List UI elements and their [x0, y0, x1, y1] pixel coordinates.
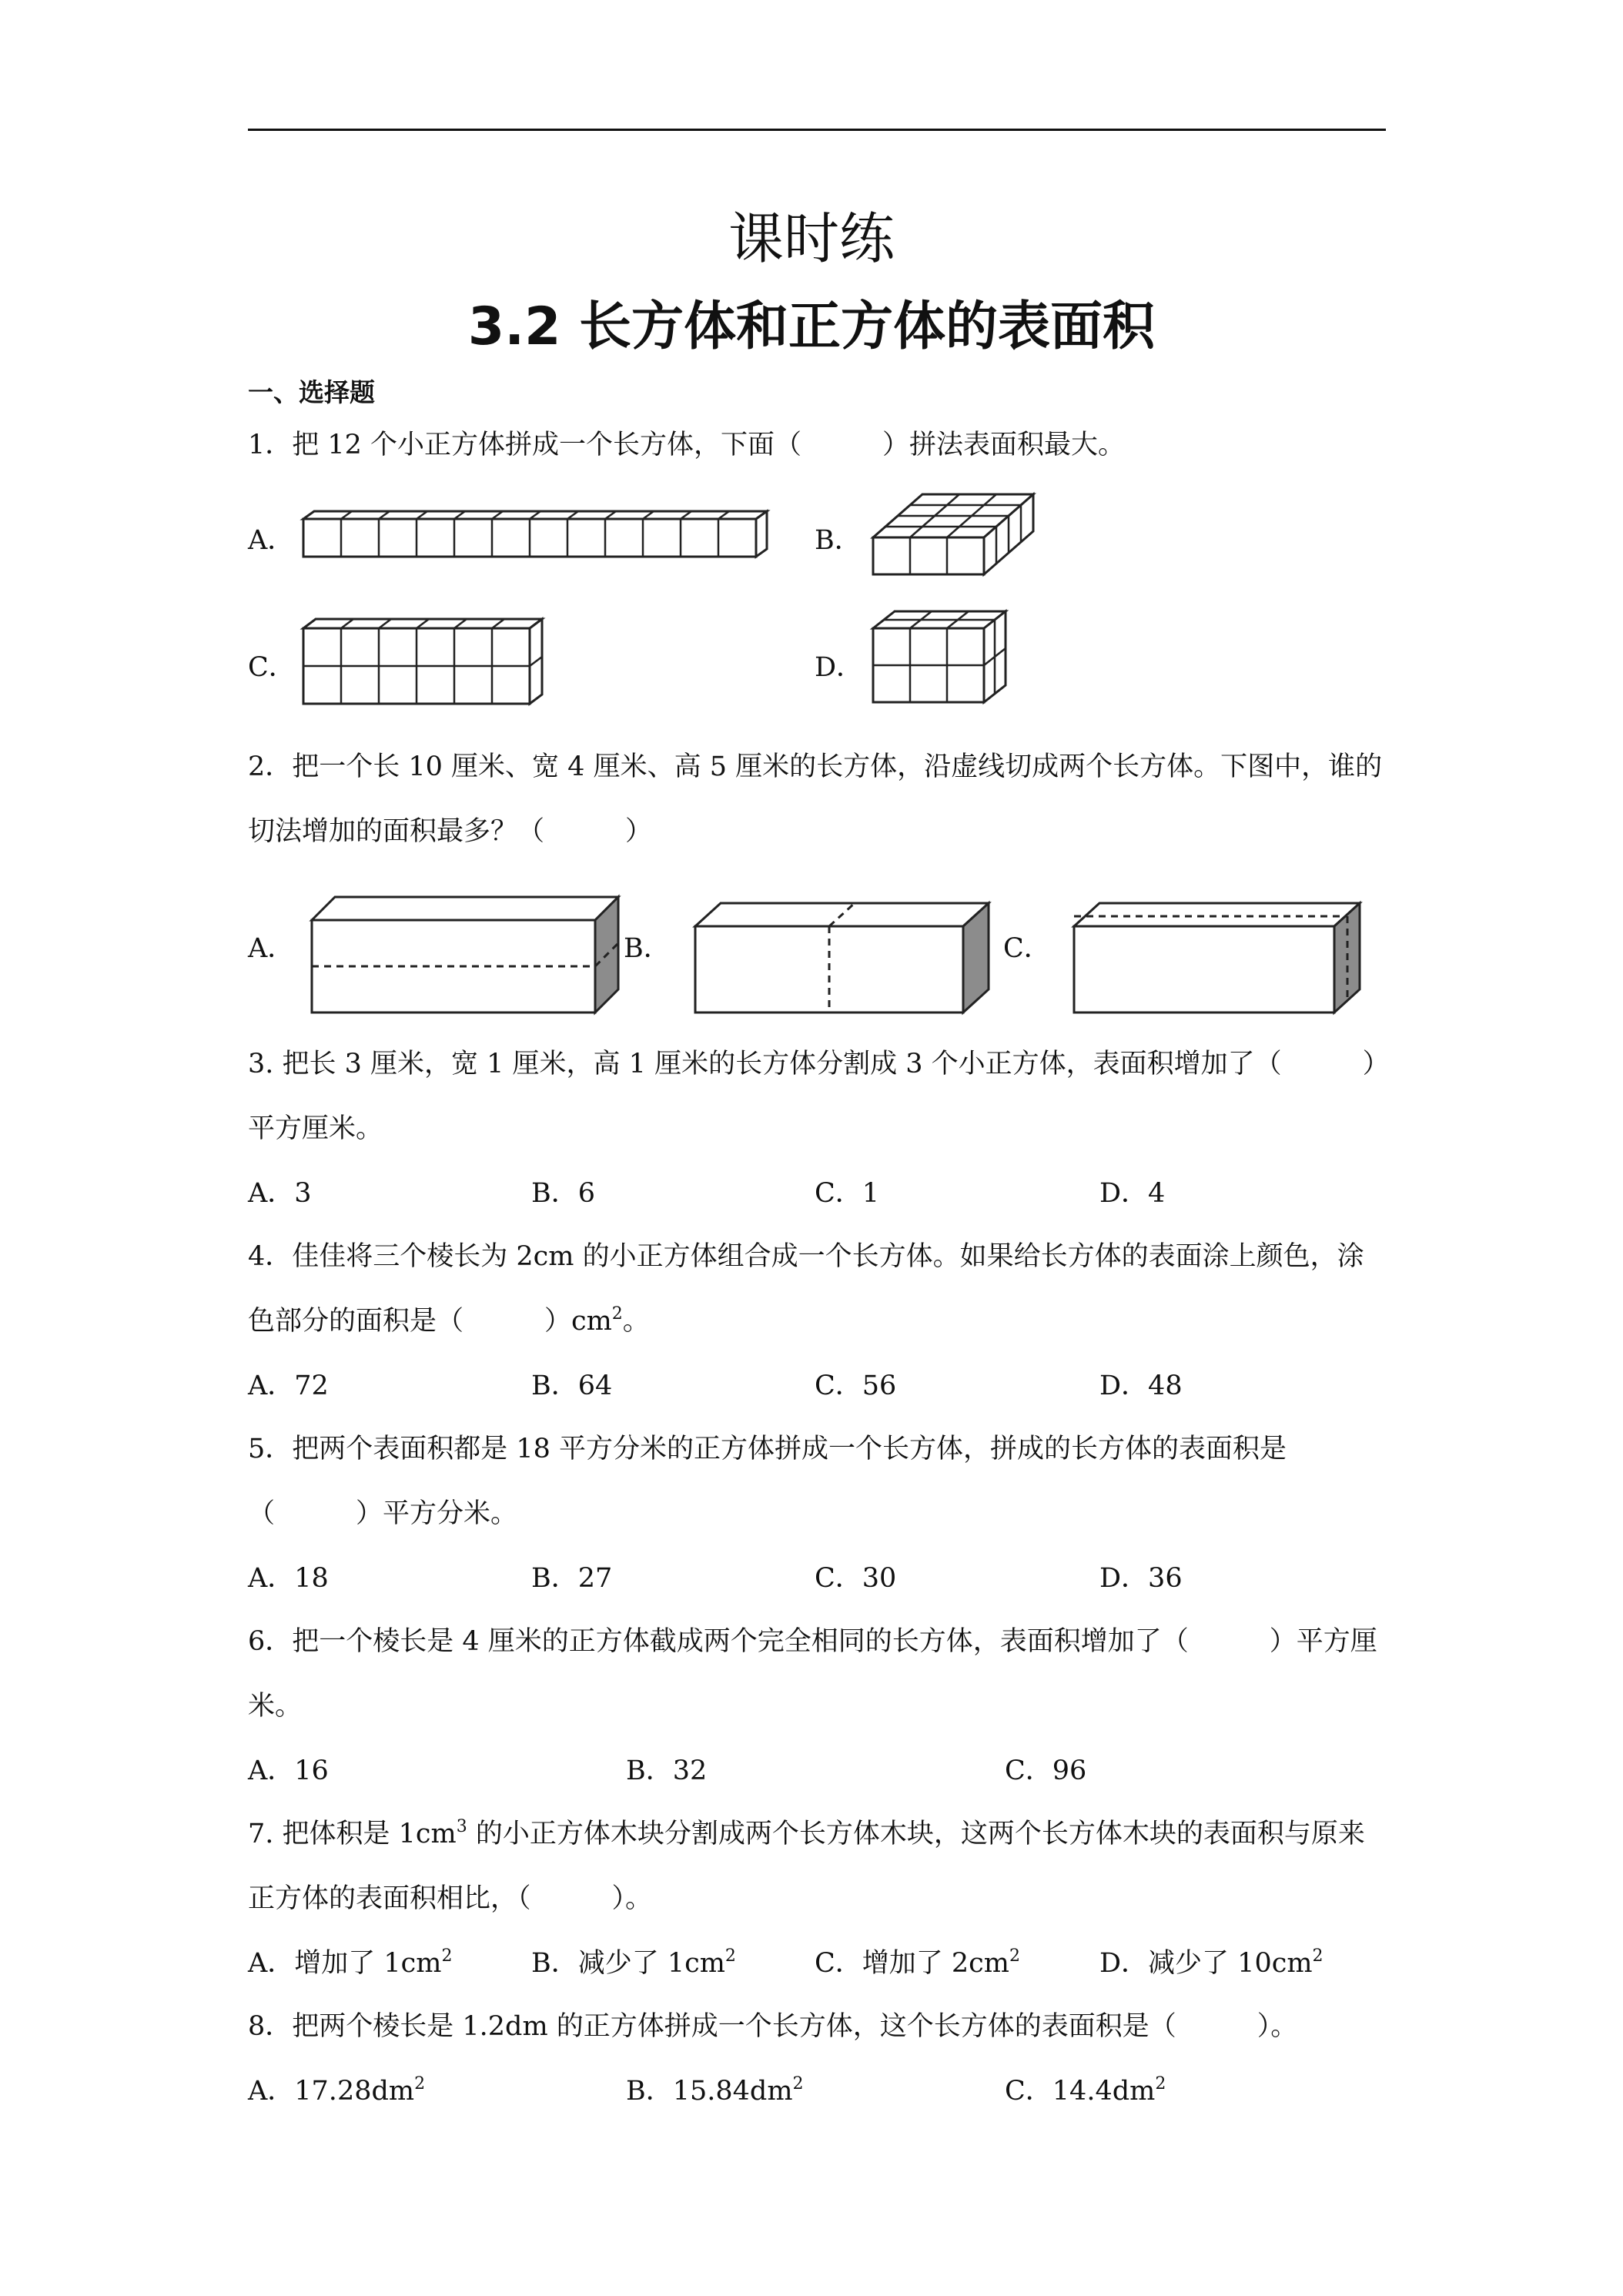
q3-option-c[interactable]: C．1	[815, 1178, 880, 1209]
q5-option-a[interactable]: A．18	[248, 1563, 329, 1594]
q5-option-c[interactable]: C．30	[815, 1563, 897, 1594]
q3-option-b[interactable]: B．6	[531, 1178, 595, 1209]
q1-label-c: C．	[248, 652, 296, 683]
q8-option-c[interactable]: C．$14.4dm^2$	[1005, 2074, 1166, 2107]
figure-cut-end	[1070, 899, 1363, 1022]
q5-option-b[interactable]: B．27	[531, 1563, 613, 1594]
q2-label-c: C．	[1003, 933, 1051, 964]
q4-option-d[interactable]: D．48	[1099, 1371, 1183, 1401]
question-1-stem: 1．把 12 个小正方体拼成一个长方体，下面（ ）拼法表面积最大。	[248, 430, 1126, 460]
question-6-stem: 6．把一个棱长是 4 厘米的正方体截成两个完全相同的长方体，表面积增加了（ ）平方厘米。	[248, 1626, 1377, 1722]
question-4-stem	[248, 1224, 1387, 1354]
q1-label-a: A．	[248, 525, 295, 556]
figure-cubes-row-12x1	[300, 508, 778, 570]
q8-option-b[interactable]: B．$15.84dm^2$	[626, 2074, 804, 2107]
q6-option-b[interactable]: B．32	[626, 1755, 708, 1786]
q6-option-a[interactable]: A．16	[248, 1755, 329, 1786]
header-rule	[248, 129, 1386, 131]
q2-label-b: B．	[624, 933, 671, 964]
q7-option-c[interactable]: C．增加了 $2cm^2$	[815, 1946, 1020, 1979]
question-8-stem: 8．把两个棱长是 1.2dm 的正方体拼成一个长方体，这个长方体的表面积是（ ）。	[248, 2011, 1298, 2042]
figure-cubes-wall-6x2	[300, 616, 562, 724]
q4-option-b[interactable]: B．64	[531, 1371, 613, 1401]
q4-option-c[interactable]: C．56	[815, 1371, 897, 1401]
q4-stem-exponent: 2	[611, 1304, 623, 1324]
figure-cut-horizontal	[308, 893, 601, 1016]
q7-option-b[interactable]: B．减少了 $1cm^2$	[531, 1946, 736, 1979]
question-3-stem: 3. 把长 3 厘米，宽 1 厘米，高 1 厘米的长方体分割成 3 个小正方体，表面积增加了（ ）平方厘米。	[248, 1049, 1377, 1144]
page-title: 课时练	[728, 206, 895, 271]
question-7-stem	[248, 1802, 1387, 1931]
q4-stem-text: 4．佳佳将三个棱长为 2cm 的小正方体组合成一个长方体。如果给长方体的表面涂上颜色，涂色部分的面积是（ ）cm	[248, 1241, 1364, 1337]
q5-option-d[interactable]: D．36	[1099, 1563, 1183, 1594]
lesson-title: 3.2 长方体和正方体的表面积	[467, 296, 1156, 357]
q2-label-a: A．	[248, 933, 295, 964]
figure-cubes-block-3x2x2	[870, 608, 1047, 724]
q7-stem-text: 7. 把体积是 1cm	[248, 1819, 457, 1849]
q6-option-c[interactable]: C．96	[1005, 1755, 1087, 1786]
q7-stem-end: 的小正方体木块分割成两个长方体木块，这两个长方体木块的表面积与原来正方体的表面积相比，（ ）。	[248, 1819, 1365, 1914]
q8-option-a[interactable]: A．$17.28dm^2$	[248, 2074, 426, 2107]
q1-label-b: B．	[815, 525, 862, 556]
question-2-stem: 2．把一个长 10 厘米、宽 4 厘米、高 5 厘米的长方体，沿虚线切成两个长方体。下图中，谁的切法增加的面积最多？（ ）	[248, 751, 1383, 847]
q3-option-a[interactable]: A．3	[248, 1178, 312, 1209]
q4-option-a[interactable]: A．72	[248, 1371, 329, 1401]
q3-option-d[interactable]: D．4	[1099, 1178, 1166, 1209]
section-heading: 一、选择题	[248, 377, 375, 407]
figure-cut-vertical	[691, 899, 984, 1022]
q7-stem-exponent: 3	[456, 1817, 467, 1836]
figure-cubes-flat-3x4	[870, 491, 1070, 584]
q7-option-d[interactable]: D．减少了 $10cm^2$	[1099, 1946, 1323, 1979]
q7-option-a[interactable]: A．增加了 $1cm^2$	[248, 1946, 453, 1979]
q4-stem-end: 。	[622, 1306, 650, 1337]
question-5-stem: 5．把两个表面积都是 18 平方分米的正方体拼成一个长方体，拼成的长方体的表面积是（ ）平方分米。	[248, 1434, 1287, 1529]
q1-label-d: D．	[815, 652, 864, 683]
